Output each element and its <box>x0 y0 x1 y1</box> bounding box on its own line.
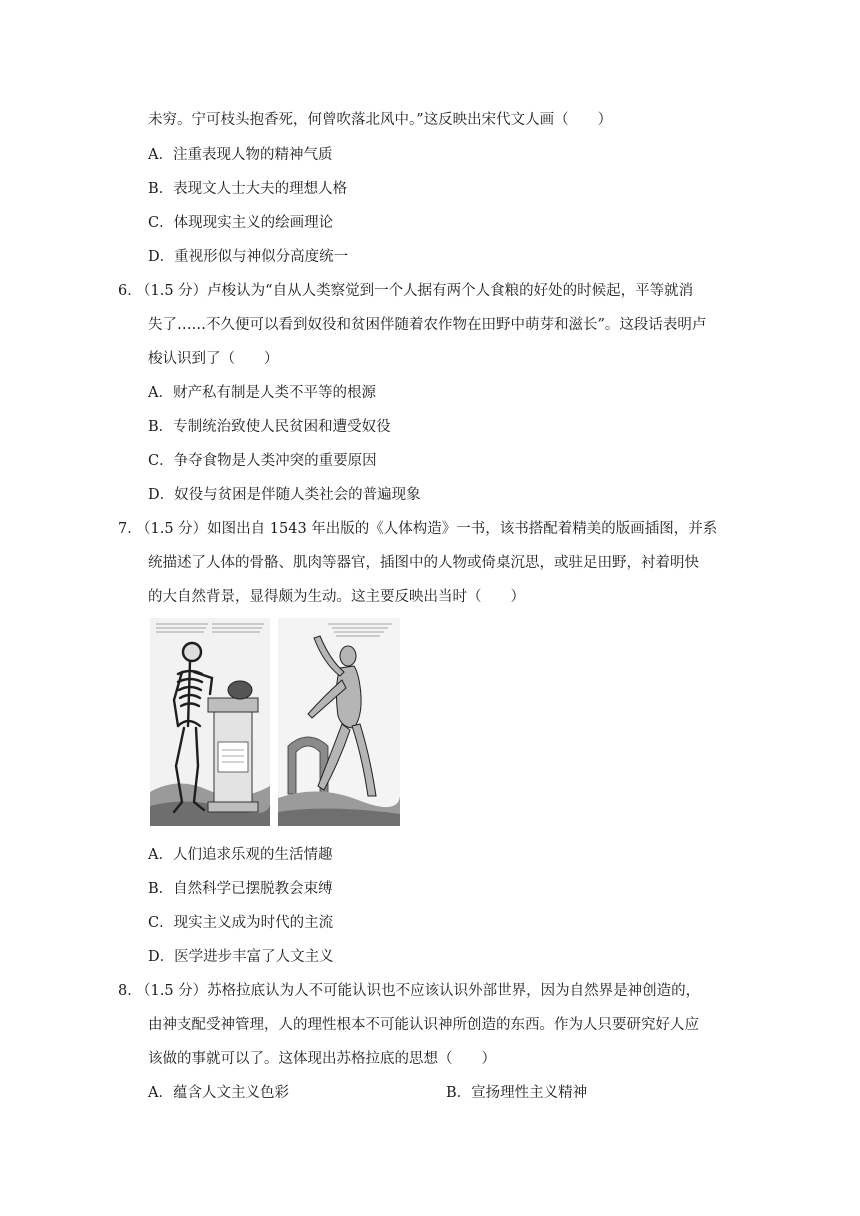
q6-option-b: B．专制统治致使人民贫困和遭受奴役 <box>148 419 391 435</box>
q7-stem-line-2: 统描述了人体的骨骼、肌肉等器官，插图中的人物或倚桌沉思，或驻足田野，衬着明快 <box>148 555 699 571</box>
q8-number: 8． <box>118 983 142 999</box>
anatomy-engravings-figure <box>148 616 402 828</box>
q5-option-d: D．重视形似与神似分高度统一 <box>148 249 349 265</box>
q6-option-c: C．争夺食物是人类冲突的重要原因 <box>148 453 377 469</box>
q8-stem-line-2: 由神支配受神管理，人的理性根本不可能认识神所创造的东西。作为人只要研究好人应 <box>148 1017 699 1033</box>
q7-option-d: D．医学进步丰富了人文主义 <box>148 949 334 965</box>
q7-option-b: B．自然科学已摆脱教会束缚 <box>148 881 333 897</box>
q5-option-c: C．体现现实主义的绘画理论 <box>148 215 334 231</box>
skeleton-engraving <box>150 618 270 826</box>
q6-stem-line-1: （1.5 分）卢梭认为“自从人类察觉到一个人据有两个人食粮的好处的时候起，平等就消 <box>136 283 694 299</box>
q5-option-b: B．表现文人士大夫的理想人格 <box>148 181 348 197</box>
q8-stem-line-3: 该做的事就可以了。这体现出苏格拉底的思想（ ） <box>148 1051 496 1067</box>
q6-stem-line-2: 失了……不久便可以看到奴役和贫困伴随着农作物在田野中萌芽和滋长”。这段话表明卢 <box>148 317 707 333</box>
muscle-figure-engraving <box>278 618 400 826</box>
q5-option-a: A．注重表现人物的精神气质 <box>148 147 333 163</box>
q8-option-a: A．蕴含人文主义色彩 <box>148 1085 289 1101</box>
q7-stem-line-1: （1.5 分）如图出自 1543 年出版的《人体构造》一书，该书搭配着精美的版画插图，并系 <box>136 521 718 537</box>
q8-stem-line-1: （1.5 分）苏格拉底认为人不可能认识也不应该认识外部世界，因为自然界是神创造的， <box>136 983 701 999</box>
q6-number: 6． <box>118 283 142 299</box>
q6-option-d: D．奴役与贫困是伴随人类社会的普遍现象 <box>148 487 421 503</box>
q6-option-a: A．财产私有制是人类不平等的根源 <box>148 385 376 401</box>
q8-option-b: B．宣扬理性主义精神 <box>446 1085 588 1101</box>
q7-option-c: C．现实主义成为时代的主流 <box>148 915 334 931</box>
q7-number: 7． <box>118 521 142 537</box>
q7-stem-line-3: 的大自然背景，显得颇为生动。这主要反映出当时（ ） <box>148 589 525 605</box>
q5-stem-tail: 未穷。宁可枝头抱香死，何曾吹落北风中。”这反映出宋代文人画（ ） <box>148 112 613 128</box>
q6-stem-line-3: 梭认识到了（ ） <box>148 351 279 367</box>
q7-option-a: A．人们追求乐观的生活情趣 <box>148 847 333 863</box>
